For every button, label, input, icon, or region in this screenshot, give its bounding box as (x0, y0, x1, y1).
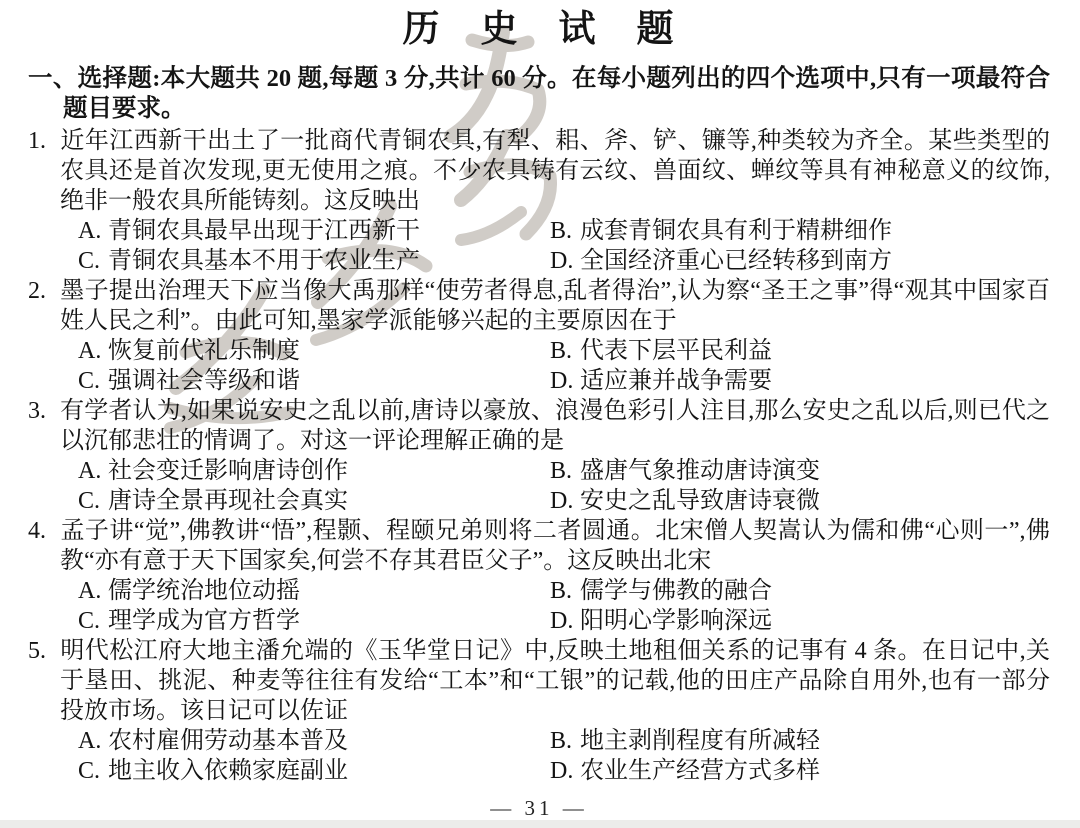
option-a (78, 216, 550, 246)
question-number: 4. (28, 518, 46, 544)
option-label: B. (550, 458, 573, 484)
scan-edge (0, 820, 1080, 828)
option-a (78, 456, 550, 486)
option-c (78, 246, 550, 276)
option-c (78, 366, 550, 396)
option-a (78, 576, 550, 606)
question-text: 4. 孟子讲“觉”,佛教讲“悟”,程颢、程颐兄弟则将二者圆通。北宋僧人契嵩认为儒和佛“心则一”,佛教“亦有意于天下国家矣,何尝不存其君臣父子”。这反映出北宋 (28, 518, 1050, 574)
question-text: 2. 墨子提出治理天下应当像大禹那样“使劳者得息,乱者得治”,认为察“圣王之事”得“观其中国家百姓人民之利”。由此可知,墨家学派能够兴起的主要原因在于 (28, 278, 1050, 334)
question-options (78, 726, 1050, 786)
option-b (550, 336, 1050, 366)
option-text: 代表下层平民利益 (580, 338, 772, 364)
option-label: B. (550, 338, 573, 364)
question-1 (28, 126, 1050, 276)
option-label: D. (550, 248, 574, 274)
option-d (550, 756, 1050, 786)
option-text: 青铜农具最早出现于江西新干 (108, 218, 420, 244)
option-label: C. (78, 248, 101, 274)
question-text: 3. 有学者认为,如果说安史之乱以前,唐诗以豪放、浪漫色彩引人注目,那么安史之乱以后,则已代之以沉郁悲壮的情调了。对这一评论理解正确的是 (28, 398, 1050, 454)
option-a (78, 726, 550, 756)
option-b (550, 216, 1050, 246)
option-text: 理学成为官方哲学 (108, 608, 300, 634)
page-number: — 31 — (490, 796, 588, 820)
option-text: 安史之乱导致唐诗衰微 (580, 488, 820, 514)
option-d (550, 366, 1050, 396)
option-d (550, 246, 1050, 276)
question-5 (28, 636, 1050, 786)
option-label: A. (78, 338, 102, 364)
option-text: 儒学统治地位动摇 (108, 578, 300, 604)
option-text: 地主剥削程度有所减轻 (580, 728, 820, 754)
question-2 (28, 276, 1050, 396)
question-options (78, 456, 1050, 516)
option-text: 农村雇佣劳动基本普及 (108, 728, 348, 754)
option-label: A. (78, 458, 102, 484)
option-label: B. (550, 218, 573, 244)
option-text: 农业生产经营方式多样 (580, 758, 820, 784)
question-number: 5. (28, 638, 46, 664)
option-label: A. (78, 578, 102, 604)
option-c (78, 486, 550, 516)
question-options (78, 216, 1050, 276)
option-label: D. (550, 608, 574, 634)
question-text: 5. 明代松江府大地主潘允端的《玉华堂日记》中,反映土地租佃关系的记事有 4 条。在日记中,关于垦田、挑泥、种麦等往往有发给“工本”和“工银”的记载,他的田庄产品除自用外,也有一部分投放市场。该日记可以佐证 (28, 638, 1050, 724)
option-b (550, 456, 1050, 486)
question-3 (28, 396, 1050, 516)
option-d (550, 606, 1050, 636)
option-label: D. (550, 488, 574, 514)
question-number: 2. (28, 278, 46, 304)
question-number: 1. (28, 128, 46, 154)
option-label: A. (78, 728, 102, 754)
option-label: A. (78, 218, 102, 244)
option-label: C. (78, 368, 101, 394)
option-label: B. (550, 728, 573, 754)
option-b (550, 576, 1050, 606)
question-number: 3. (28, 398, 46, 424)
option-text: 儒学与佛教的融合 (580, 578, 772, 604)
option-text: 恢复前代礼乐制度 (108, 338, 300, 364)
option-text: 成套青铜农具有利于精耕细作 (580, 218, 892, 244)
section-heading: 一、选择题:本大题共 20 题,每题 3 分,共计 60 分。在每小题列出的四个选项中,只有一项最符合题目要求。 (28, 65, 1050, 122)
option-text: 全国经济重心已经转移到南方 (580, 248, 892, 274)
option-text: 适应兼并战争需要 (580, 368, 772, 394)
option-label: C. (78, 488, 101, 514)
option-text: 地主收入依赖家庭副业 (108, 758, 348, 784)
option-label: C. (78, 608, 101, 634)
option-c (78, 756, 550, 786)
page-title: 历 史 试 题 (402, 9, 676, 50)
option-a (78, 336, 550, 366)
option-text: 社会变迁影响唐诗创作 (108, 458, 348, 484)
question-options (78, 576, 1050, 636)
option-text: 唐诗全景再现社会真实 (108, 488, 348, 514)
question-text: 1. 近年江西新干出土了一批商代青铜农具,有犁、耜、斧、铲、镰等,种类较为齐全。某些类型的农具还是首次发现,更无使用之痕。不少农具铸有云纹、兽面纹、蝉纹等具有神秘意义的纹饰,绝非一般农具所能铸刻。这反映出 (28, 128, 1050, 214)
question-4 (28, 516, 1050, 636)
option-text: 青铜农具基本不用于农业生产 (108, 248, 420, 274)
option-text: 盛唐气象推动唐诗演变 (580, 458, 820, 484)
option-b (550, 726, 1050, 756)
option-c (78, 606, 550, 636)
option-text: 强调社会等级和谐 (108, 368, 300, 394)
option-label: C. (78, 758, 101, 784)
option-d (550, 486, 1050, 516)
option-label: B. (550, 578, 573, 604)
option-label: D. (550, 368, 574, 394)
question-options (78, 336, 1050, 396)
option-text: 阳明心学影响深远 (580, 608, 772, 634)
option-label: D. (550, 758, 574, 784)
